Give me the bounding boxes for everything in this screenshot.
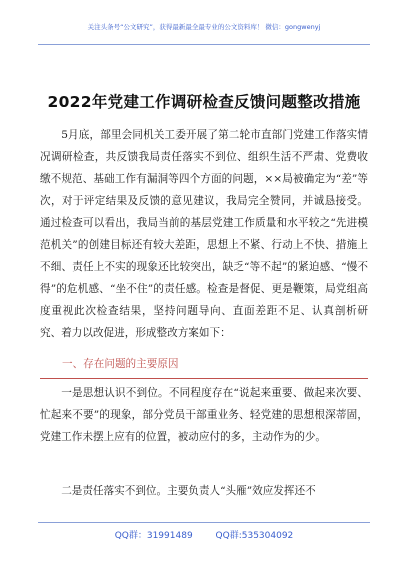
body-paragraph-ideology: 一是思想认识不到位。不同程度存在“说起来重要、做起来次要、忙起来不要”的现象，部分党员干部重业务、轻党建的思想根深蒂固，党建工作未摆上应有的位置，被动应付的多，主动作为的少。 <box>40 387 368 443</box>
document-title: 2022年党建工作调研检查反馈问题整改措施 <box>47 93 361 111</box>
body-paragraph-responsibility: 二是责任落实不到位。主要负责人“头雁”效应发挥还不 <box>61 485 316 497</box>
header-banner: 关注头条号“公文研究”，获得最新最全最专业的公文资料库！ 微信：gongwenyj <box>87 23 321 31</box>
header-divider <box>38 44 370 45</box>
body-paragraph-intro: 5月底，部里会同机关工委开展了第二轮市直部门党建工作落实情况调研检查，共反馈我局责任落实不到位、组织生活不严肃、党费收缴不规范、基础工作有漏洞等四个方面的问题，××局被确定为“差”等次，对于评定结果及反馈的意见建议，我局完全赞同，并诚恳接受。通过检查可以看出，我局当前的基层党建工作质量和水平较之“先进模范机关”的创建目标还有较大差距，思想上不紧、行动上不快、措施上不细、责任上不实的现象还比较突出，缺乏“等不起”的紧迫感、“慢不得”的危机感、“坐不住”的责任感。检查是督促、更是鞭策，局党组高度重视此次检查结果，坚持问题导向、直面差距不足、认真剖析研究、着力以改促进，形成整改方案如下： <box>40 129 368 339</box>
footer-qq-group-1: QQ群：31991489 <box>114 531 193 541</box>
footer-divider <box>38 522 370 523</box>
footer-contacts <box>0 528 408 541</box>
footer-qq-group-2: QQ群:535304092 <box>215 531 294 541</box>
section-heading: 一、存在问题的主要原因 <box>62 358 179 370</box>
section-heading-underline <box>40 378 368 379</box>
